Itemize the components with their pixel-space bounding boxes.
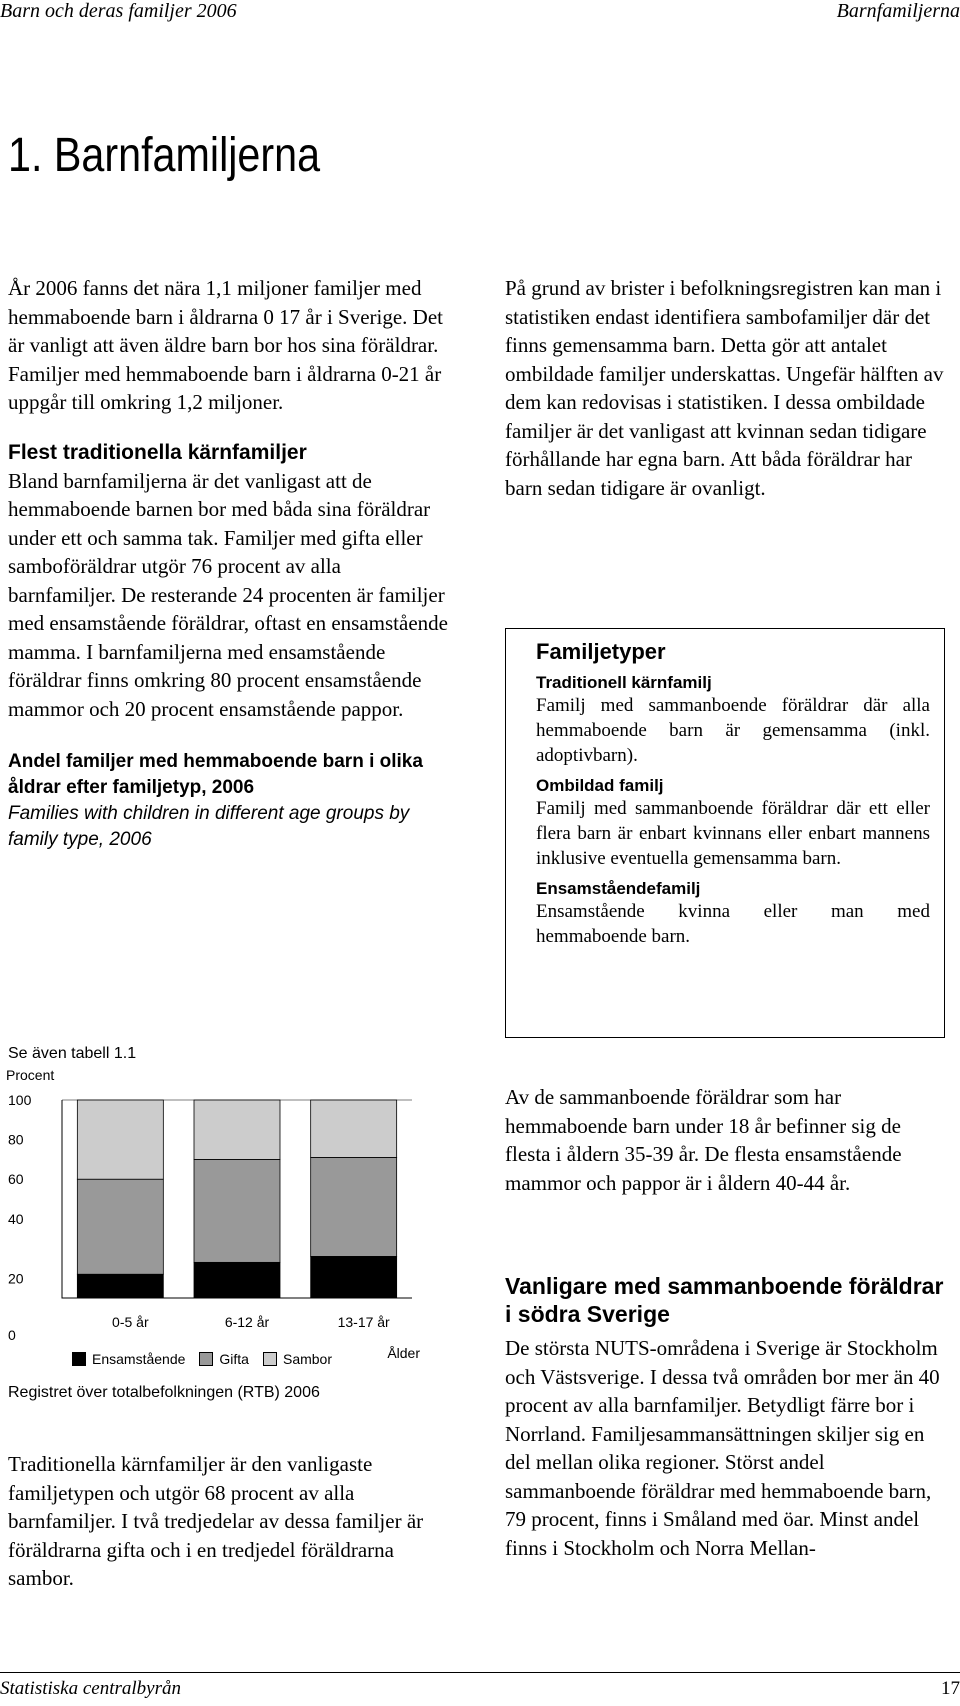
box-title: Familjetyper: [536, 639, 666, 664]
legend-swatch-gifta: [199, 1352, 213, 1366]
right-intro-paragraph: På grund av brister i befolkningsregistren kan man i statistiken endast identifiera sambofamiljer där det finns gemensamma barn. Detta gör att antalet ombildade familjer underskattas. Ungefär hälften av dem kan redovisas i statistiken. I dessa ombildade familjer är det vanligast att kvinnan sedan tidigare förhållande har egna barn. Att båda föräldrar har barn sedan tidigare är ovanligt.: [505, 276, 944, 500]
y-tick-label: 80: [8, 1131, 24, 1148]
stacked-bar-chart: [0, 1080, 450, 1385]
definitions-box: [505, 628, 945, 1038]
y-tick-label: 60: [8, 1171, 24, 1188]
legend-label-gifta: Gifta: [219, 1351, 249, 1367]
chart-caption: [8, 749, 448, 853]
intro-paragraph: År 2006 fanns det nära 1,1 miljoner familjer med hemmaboende barn i åldrarna 0 17 år i Sverige. Det är vanligt att även äldre barn bor hos sina föräldrar. Familjer med hemmaboende barn i åldrarna 0-21 år uppgår till omkring 1,2 miljoner.: [8, 276, 444, 414]
y-tick-label: 0: [8, 1327, 16, 1343]
footer-publisher: Statistiska centralbyrån: [0, 1678, 182, 1699]
x-tick-label: 0-5 år: [112, 1314, 149, 1330]
closing-paragraph: Traditionella kärnfamiljer är den vanligaste familjetypen och utgör 68 procent av alla barnfamiljer. I två tredjedelar av dessa familjer är föräldrarna gifta och i en tredjedel föräldrarna sambor.: [8, 1452, 424, 1590]
see-also-note: Se även tabell 1.1: [8, 1045, 137, 1062]
legend-label-ensamstaende: Ensamstående: [92, 1351, 186, 1367]
y-tick-label: 100: [8, 1092, 32, 1108]
legend-swatch-sambor: [263, 1352, 277, 1366]
chart-bars: [77, 1100, 396, 1298]
bar-segment-gifta-0: [77, 1179, 163, 1274]
box-term-3: Ensamståendefamilj: [536, 879, 701, 898]
right-section-body: De största NUTS-områdena i Sverige är Stockholm och Västsverige. I dessa två områden bor mer än 40 procent av alla barnfamiljer. Betydligt färre bor i Norrland. Familjesammansättningen skiljer sig en del mellan olika regioner. Störst andel sammanboende föräldrar med hemmaboende barn, 79 procent, finns i Småland med öar. Minst andel finns i Stockholm och Norra Mellan-: [505, 1336, 940, 1560]
y-tick-label: 20: [8, 1270, 24, 1287]
footer-rule: [0, 1672, 960, 1673]
legend-swatch-ensamstaende: [72, 1352, 86, 1366]
x-tick-label: 13-17 år: [337, 1314, 390, 1330]
left-column: [8, 274, 448, 853]
bar-segment-ensamstående-1: [194, 1262, 280, 1298]
y-axis-label: Procent: [6, 1067, 55, 1083]
bar-segment-sambor-0: [77, 1100, 163, 1179]
box-def-1: Familj med sammanboende föräldrar där alla hemmaboende barn är gemensamma (inkl. adoptivbarn).: [536, 695, 930, 766]
page-number: 17: [941, 1678, 960, 1699]
x-axis-label: Ålder: [387, 1345, 420, 1361]
running-header-right: Barnfamiljerna: [836, 0, 960, 22]
box-def-2: Familj med sammanboende föräldrar där ett eller flera barn är enbart kvinnans eller enbart mannens inklusive eventuella gemensamma barn.: [536, 798, 930, 869]
section-heading: Flest traditionella kärnfamiljer: [8, 440, 307, 464]
right-section-heading: Vanligare med sammanboende föräldrar i södra Sverige: [505, 1273, 944, 1327]
box-def-3: Ensamstående kvinna eller man med hemmaboende barn.: [536, 901, 930, 947]
chart-legend: [72, 1351, 332, 1367]
bar-segment-gifta-2: [311, 1157, 397, 1256]
box-term-1: Traditionell kärnfamilj: [536, 673, 712, 692]
bar-segment-ensamstående-2: [311, 1256, 397, 1298]
box-term-2: Ombildad familj: [536, 776, 664, 795]
right-paragraph-2: Av de sammanboende föräldrar som har hemmaboende barn under 18 år befinner sig de flesta i åldern 35-39 år. De flesta ensamstående mammor och pappor är i åldern 40-44 år.: [505, 1085, 902, 1195]
bar-segment-gifta-1: [194, 1159, 280, 1262]
section-body: Bland barnfamiljerna är det vanligast att de hemmaboende barnen bor med båda sina föräldrar under ett och samma tak. Familjer med gifta eller samboföräldrar utgör 76 procent av alla barnfamiljer. De resterande 24 procenten är familjer med ensamstående föräldrar, oftast en ensamstående mamma. I barnfamiljerna med ensamstående föräldrar finns omkring 80 procent ensamstående mammor och 20 procent ensamstående pappor.: [8, 468, 448, 721]
bar-segment-sambor-2: [311, 1100, 397, 1157]
chart-x-ticks: [112, 1314, 390, 1330]
bar-segment-ensamstående-0: [77, 1274, 163, 1298]
y-tick-label: 40: [8, 1210, 24, 1227]
chart-source: Registret över totalbefolkningen (RTB) 2006: [8, 1384, 320, 1401]
chart-y-ticks: [8, 1092, 32, 1343]
chapter-title: 1. Barnfamiljerna: [8, 129, 321, 182]
legend-label-sambor: Sambor: [282, 1351, 333, 1367]
x-tick-label: 6-12 år: [224, 1314, 270, 1330]
bar-segment-sambor-1: [194, 1100, 280, 1159]
chart-caption-english: Families with children in different age groups by family type, 2006: [8, 803, 410, 850]
chart-caption-title: Andel familjer med hemmaboende barn i olika åldrar efter familjetyp, 2006: [8, 751, 423, 798]
running-header-left: Barn och deras familjer 2006: [0, 0, 237, 22]
